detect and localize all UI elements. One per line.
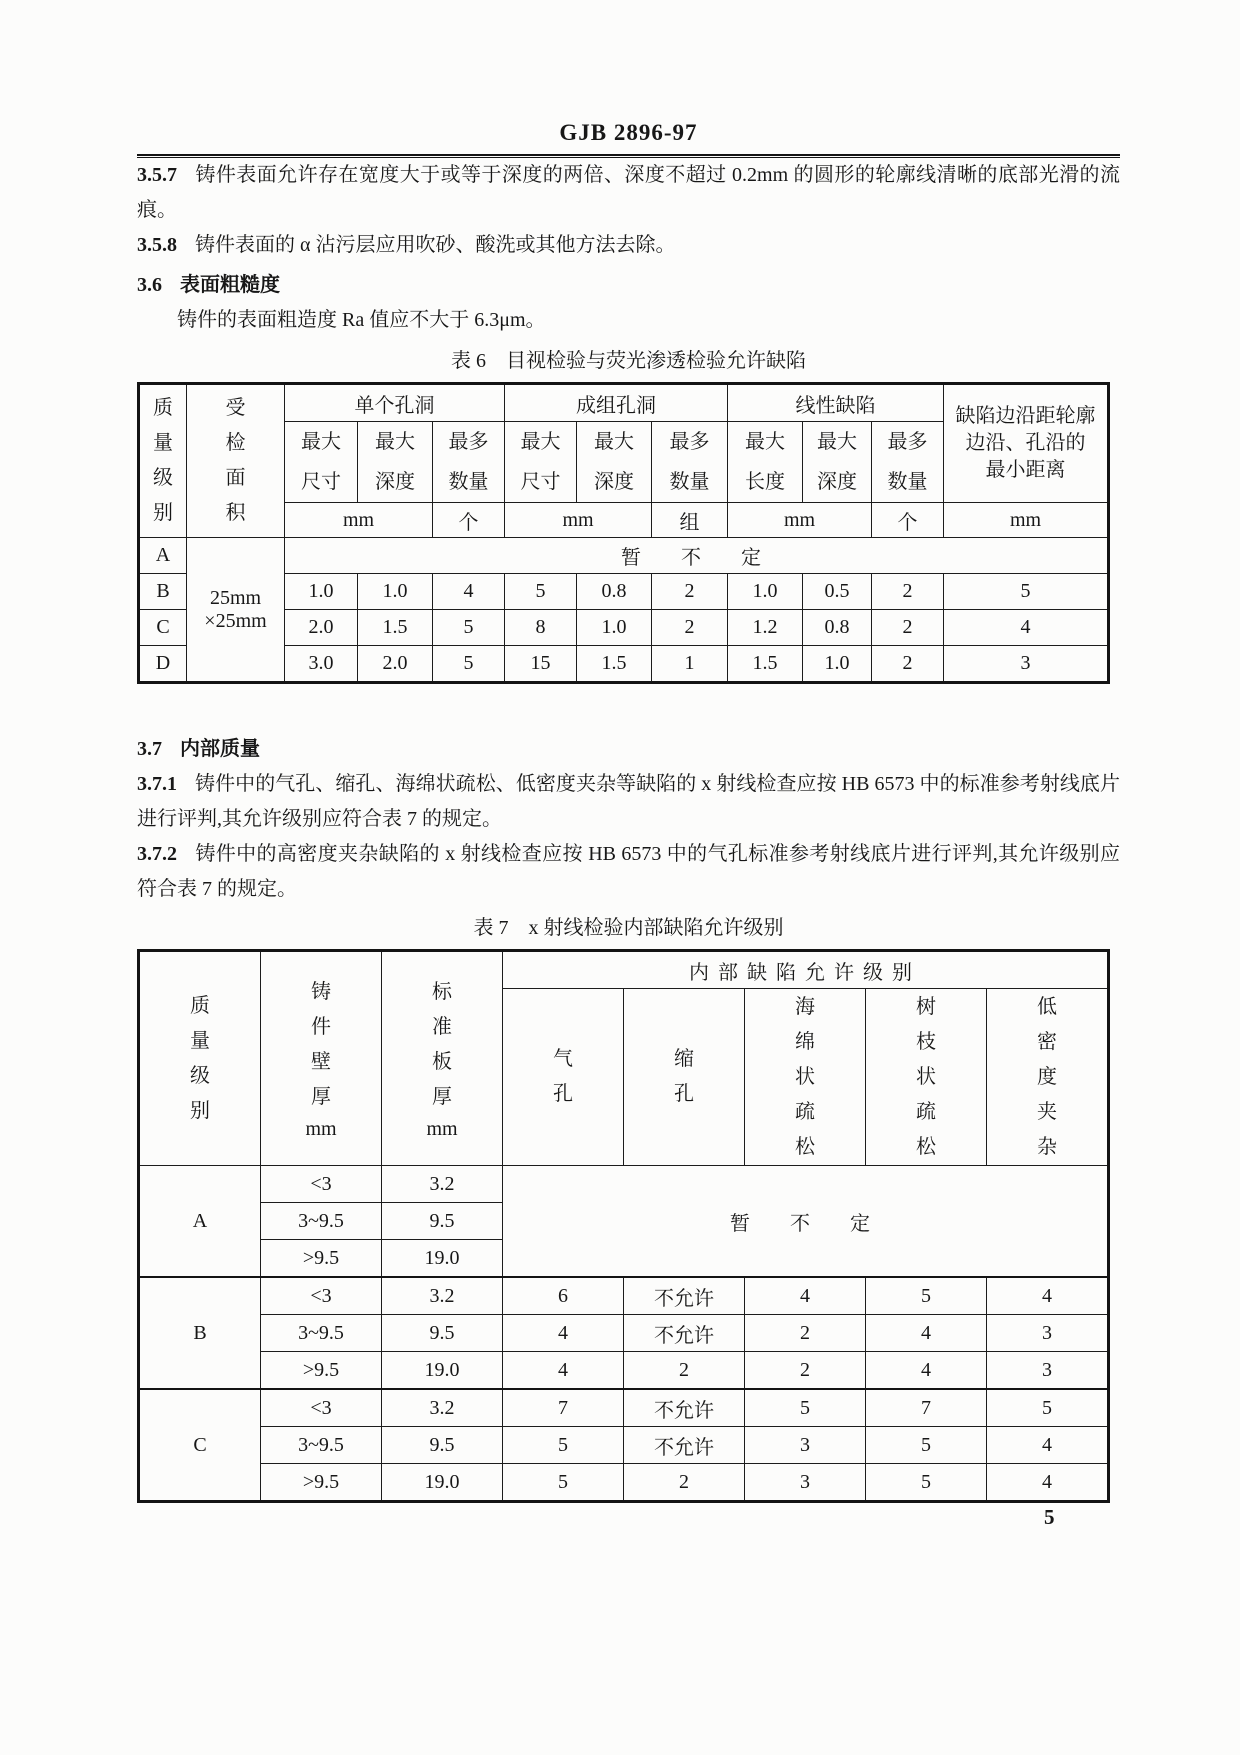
t7-row-c2 xyxy=(139,1427,1109,1464)
page-content xyxy=(137,0,1120,1503)
t7-col-low-density-inclusion: 低密度夹杂 xyxy=(987,989,1109,1166)
t6-units-cell: 个 xyxy=(433,503,505,538)
t7-data-cell: 2 xyxy=(624,1464,745,1502)
table-row xyxy=(139,951,1109,989)
table-row xyxy=(139,384,1109,422)
t7-data-cell: 19.0 xyxy=(382,1240,503,1278)
t6-subheader-cell: 最大深度 xyxy=(577,422,652,503)
section-text: 铸件中的高密度夹杂缺陷的 x 射线检查应按 HB 6573 中的气孔标准参考射线底片进行评判,其允许级别应符合表 7 的规定。 xyxy=(137,843,1120,900)
t7-data-cell: 5 xyxy=(745,1389,866,1427)
t7-data-cell: 9.5 xyxy=(382,1315,503,1352)
t6-data-cell: 5 xyxy=(505,574,577,610)
t6-data-cell: 1.5 xyxy=(577,646,652,683)
t7-data-cell: 4 xyxy=(866,1352,987,1390)
page-header-title: GJB 2896-97 xyxy=(559,120,698,145)
section-text: 铸件中的气孔、缩孔、海绵状疏松、低密度夹杂等缺陷的 x 射线检查应按 HB 6573 中的标准参考射线底片进行评判,其允许级别应符合表 7 的规定。 xyxy=(137,773,1120,830)
t6-units-cell: 组 xyxy=(652,503,728,538)
t7-row-b1 xyxy=(139,1277,1109,1315)
t7-data-cell: 19.0 xyxy=(382,1352,503,1390)
t7-col-wall-thickness: 铸件壁厚 mm xyxy=(261,951,382,1166)
t7-data-cell: <3 xyxy=(261,1389,382,1427)
t7-data-cell: 7 xyxy=(866,1389,987,1427)
t6-group-linear-defects: 线性缺陷 xyxy=(728,384,944,422)
table-row xyxy=(139,503,1109,538)
t6-data-cell: 1.0 xyxy=(803,646,872,683)
section-3-6-body: 铸件的表面粗造度 Ra 值应不大于 6.3μm。 xyxy=(177,309,546,331)
t7-col-quality-grade: 质量级别 xyxy=(139,951,261,1166)
t6-subheader-cell: 最大尺寸 xyxy=(285,422,358,503)
t6-units-cell: mm xyxy=(944,503,1109,538)
t6-row-b xyxy=(139,574,1109,610)
table7-caption: 表 7 x 射线检验内部缺陷允许级别 xyxy=(473,917,784,939)
t6-data-cell: 1 xyxy=(652,646,728,683)
table6-caption: 表 6 目视检验与荧光渗透检验允许缺陷 xyxy=(451,350,806,372)
t6-data-cell: 1.0 xyxy=(577,610,652,646)
t7-data-cell: <3 xyxy=(261,1277,382,1315)
t6-units-cell: 个 xyxy=(872,503,944,538)
t7-data-cell: 4 xyxy=(987,1277,1109,1315)
t6-group-single-holes: 单个孔洞 xyxy=(285,384,505,422)
t6-data-cell: 8 xyxy=(505,610,577,646)
t7-data-cell: 5 xyxy=(866,1277,987,1315)
t6-data-cell: 1.2 xyxy=(728,610,803,646)
t6-data-cell: 2.0 xyxy=(358,646,433,683)
t6-col-edge-distance: 缺陷边沿距轮廓 边沿、孔沿的 最小距离 xyxy=(944,384,1109,503)
t6-data-cell: 1.5 xyxy=(728,646,803,683)
t7-grade-cell: B xyxy=(139,1277,261,1389)
t7-data-cell: 3 xyxy=(987,1352,1109,1390)
t6-units-cell: mm xyxy=(285,503,433,538)
section-number: 3.6 xyxy=(137,274,162,296)
t7-data-cell: 4 xyxy=(866,1315,987,1352)
t7-data-cell: 4 xyxy=(503,1352,624,1390)
section-3-7-heading xyxy=(137,732,1120,767)
t7-col-shrinkage: 缩孔 xyxy=(624,989,745,1166)
t6-data-cell: 0.8 xyxy=(803,610,872,646)
t6-grade-cell: A xyxy=(139,538,187,574)
t6-grade-cell: C xyxy=(139,610,187,646)
t7-col-sponge-porosity: 海绵状疏松 xyxy=(745,989,866,1166)
t7-col-dendritic-porosity: 树枝状疏松 xyxy=(866,989,987,1166)
t7-col-gas-holes: 气孔 xyxy=(503,989,624,1166)
t7-data-cell: 3 xyxy=(745,1427,866,1464)
table6 xyxy=(137,382,1110,684)
t6-row-c xyxy=(139,610,1109,646)
t7-data-cell: 3 xyxy=(987,1315,1109,1352)
table7 xyxy=(137,949,1110,1503)
section-number: 3.5.8 xyxy=(137,234,177,256)
t6-data-cell: 0.8 xyxy=(577,574,652,610)
t7-note-cell: 暂 不 定 xyxy=(503,1166,1109,1278)
t6-data-cell: 2 xyxy=(652,574,728,610)
t6-data-cell: 3.0 xyxy=(285,646,358,683)
t7-data-cell: 4 xyxy=(987,1427,1109,1464)
t6-data-cell: 1.0 xyxy=(728,574,803,610)
section-number: 3.7 xyxy=(137,738,162,760)
section-3-6-heading xyxy=(137,268,1120,303)
t7-data-cell: 5 xyxy=(503,1427,624,1464)
t6-grade-cell: D xyxy=(139,646,187,683)
t6-data-cell: 0.5 xyxy=(803,574,872,610)
t7-data-cell: 4 xyxy=(503,1315,624,1352)
t6-subheader-cell: 最多数量 xyxy=(433,422,505,503)
t7-data-cell: 3~9.5 xyxy=(261,1427,382,1464)
t7-data-cell: >9.5 xyxy=(261,1464,382,1502)
section-number: 3.5.7 xyxy=(137,164,177,186)
t7-data-cell: 3.2 xyxy=(382,1389,503,1427)
t6-group-grouped-holes: 成组孔洞 xyxy=(505,384,728,422)
t6-row-a xyxy=(139,538,1109,574)
t6-data-cell: 2.0 xyxy=(285,610,358,646)
t6-data-cell: 4 xyxy=(433,574,505,610)
t7-data-cell: 3.2 xyxy=(382,1166,503,1203)
t6-data-cell: 2 xyxy=(872,574,944,610)
t7-col-plate-thickness: 标准板厚 mm xyxy=(382,951,503,1166)
t7-data-cell: 3~9.5 xyxy=(261,1315,382,1352)
section-text: 铸件表面的 α 沾污层应用吹砂、酸洗或其他方法去除。 xyxy=(195,234,676,256)
t6-data-cell: 1.0 xyxy=(358,574,433,610)
t6-data-cell: 5 xyxy=(944,574,1109,610)
t7-data-cell: 不允许 xyxy=(624,1315,745,1352)
t6-data-cell: 2 xyxy=(652,610,728,646)
t6-subheader-cell: 最多数量 xyxy=(872,422,944,503)
t7-data-cell: 6 xyxy=(503,1277,624,1315)
t7-data-cell: 5 xyxy=(866,1464,987,1502)
t6-units-cell: mm xyxy=(505,503,652,538)
t6-data-cell: 1.5 xyxy=(358,610,433,646)
t6-subheader-cell: 最多数量 xyxy=(652,422,728,503)
section-3-7-1 xyxy=(137,767,1120,837)
t7-data-cell: 3~9.5 xyxy=(261,1203,382,1240)
t6-subheader-cell: 最大深度 xyxy=(358,422,433,503)
t7-data-cell: 不允许 xyxy=(624,1277,745,1315)
t7-data-cell: 3.2 xyxy=(382,1277,503,1315)
t7-data-cell: 3 xyxy=(745,1464,866,1502)
t7-data-cell: >9.5 xyxy=(261,1352,382,1390)
t7-data-cell: 5 xyxy=(503,1464,624,1502)
page-number: 5 xyxy=(1044,1505,1055,1529)
section-3-5-8 xyxy=(137,228,1120,263)
t6-col-inspected-area: 受检面积 xyxy=(187,384,285,538)
t6-col-quality-grade: 质量级别 xyxy=(139,384,187,538)
t7-row-c1 xyxy=(139,1389,1109,1427)
t6-grade-cell: B xyxy=(139,574,187,610)
t7-row-b2 xyxy=(139,1315,1109,1352)
t7-data-cell: 7 xyxy=(503,1389,624,1427)
t7-row-c3 xyxy=(139,1464,1109,1502)
t7-data-cell: 19.0 xyxy=(382,1464,503,1502)
t7-data-cell: 2 xyxy=(624,1352,745,1390)
t7-data-cell: 2 xyxy=(745,1315,866,1352)
t6-data-cell: 5 xyxy=(433,610,505,646)
t7-grade-cell: C xyxy=(139,1389,261,1502)
t6-area-cell: 25mm ×25mm xyxy=(187,538,285,683)
t6-data-cell: 3 xyxy=(944,646,1109,683)
section-number: 3.7.1 xyxy=(137,773,177,795)
t7-data-cell: 不允许 xyxy=(624,1389,745,1427)
t7-group-internal-defects: 内部缺陷允许级别 xyxy=(503,951,1109,989)
t6-data-cell: 2 xyxy=(872,610,944,646)
section-3-5-7 xyxy=(137,158,1120,228)
t7-data-cell: 5 xyxy=(987,1389,1109,1427)
t6-data-cell: 2 xyxy=(872,646,944,683)
t6-row-d xyxy=(139,646,1109,683)
t7-row-a1 xyxy=(139,1166,1109,1203)
section-3-7-2 xyxy=(137,837,1120,907)
t6-data-cell: 15 xyxy=(505,646,577,683)
section-title: 内部质量 xyxy=(180,738,260,760)
t6-data-cell: 4 xyxy=(944,610,1109,646)
section-number: 3.7.2 xyxy=(137,843,177,865)
t7-data-cell: <3 xyxy=(261,1166,382,1203)
t7-data-cell: 2 xyxy=(745,1352,866,1390)
t6-data-cell: 5 xyxy=(433,646,505,683)
section-title: 表面粗糙度 xyxy=(180,274,280,296)
t6-subheader-cell: 最大尺寸 xyxy=(505,422,577,503)
t7-row-b3 xyxy=(139,1352,1109,1390)
t7-data-cell: 5 xyxy=(866,1427,987,1464)
t6-subheader-cell: 最大深度 xyxy=(803,422,872,503)
t7-grade-cell: A xyxy=(139,1166,261,1278)
t7-data-cell: 9.5 xyxy=(382,1427,503,1464)
t6-data-cell: 1.0 xyxy=(285,574,358,610)
t6-note-cell: 暂 不 定 xyxy=(285,538,1109,574)
t7-data-cell: 4 xyxy=(987,1464,1109,1502)
t7-data-cell: >9.5 xyxy=(261,1240,382,1278)
t7-data-cell: 不允许 xyxy=(624,1427,745,1464)
t7-data-cell: 9.5 xyxy=(382,1203,503,1240)
t6-units-cell: mm xyxy=(728,503,872,538)
t7-data-cell: 4 xyxy=(745,1277,866,1315)
t6-subheader-cell: 最大长度 xyxy=(728,422,803,503)
section-text: 铸件表面允许存在宽度大于或等于深度的两倍、深度不超过 0.2mm 的圆形的轮廓线清晰的底部光滑的流痕。 xyxy=(137,164,1120,221)
